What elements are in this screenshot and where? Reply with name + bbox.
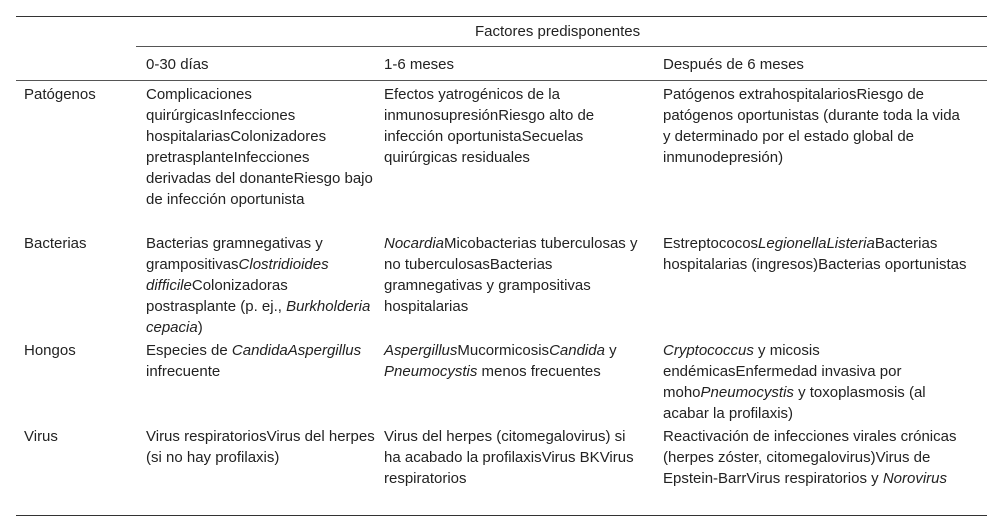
italic-term: Legionella (758, 235, 827, 252)
group-underline (136, 46, 987, 47)
table-cell (663, 84, 971, 168)
italic-term: Nocardia (384, 235, 445, 252)
column-header: 0-30 días (146, 56, 209, 73)
cell-text: Reactivación de infecciones virales crónicas (herpes zóster, citomegalovirus) (663, 428, 957, 466)
cell-text: Virus del herpes (si no hay profilaxis) (146, 428, 375, 466)
cell-text: menos frecuentes (477, 363, 601, 380)
row-label: Bacterias (24, 235, 87, 252)
cell-text: infrecuente (146, 363, 221, 380)
row-label: Hongos (24, 342, 76, 359)
cell-text: Virus BK (541, 449, 600, 466)
cell-text: Virus de Epstein-Barr (663, 449, 931, 487)
cell-text: Bacterias gramnegativas y grampositivas hospitalarias (384, 256, 591, 315)
cell-text: Bacterias oportunistas (818, 256, 967, 273)
cell-text: Colonizadores pretrasplante (146, 128, 327, 166)
table-cell (384, 233, 639, 317)
cell-text: Complicaciones quirúrgicas (146, 86, 252, 124)
cell-text: Efectos yatrogénicos de la inmunosupresión (384, 86, 560, 124)
cell-text: Riesgo de patógenos oportunistas (durante toda la vida y determinado por el estado global de inmunodepresión) (663, 86, 960, 166)
column-header: Después de 6 meses (663, 56, 804, 73)
cell-text: Virus respiratorios (384, 449, 634, 487)
cell-text: y toxoplasmosis (al acabar la profilaxis) (663, 384, 926, 422)
italic-term: Cryptococcus (663, 342, 754, 359)
table-cell (146, 84, 376, 210)
table-cell (384, 426, 639, 489)
cell-text: Secuelas quirúrgicas residuales (384, 128, 584, 166)
italic-term: Pneumocystis (700, 384, 794, 401)
row-label: Virus (24, 428, 58, 445)
cell-text: Bacterias hospitalarias (ingresos) (663, 235, 938, 273)
cell-text: Riesgo bajo de infección oportunista (146, 170, 373, 208)
cell-text: Patógenos extrahospitalarios (663, 86, 857, 103)
italic-term: Pneumocystis (384, 363, 478, 380)
table-cell (663, 340, 971, 424)
italic-term: Norovirus (882, 470, 947, 487)
cell-text: Infecciones hospitalarias (146, 107, 296, 145)
italic-term: Burkholderia cepacia (146, 298, 371, 336)
cell-text: Virus del herpes (citomegalovirus) si ha acabado la profilaxis (384, 428, 626, 466)
bottom-rule (16, 515, 987, 516)
cell-text: Riesgo alto de infección oportunista (384, 107, 595, 145)
cell-text: Mucormicosis (457, 342, 550, 359)
italic-term: Aspergillus (384, 342, 458, 359)
top-rule (16, 16, 987, 17)
italic-term: Candida (549, 342, 605, 359)
cell-text: ) (197, 319, 203, 336)
italic-term: Listeria (826, 235, 875, 252)
table-cell (663, 233, 971, 275)
italic-term: Candida (231, 342, 288, 359)
row-label: Patógenos (24, 86, 96, 103)
table-cell (663, 426, 971, 489)
table-cell (384, 84, 639, 168)
cell-text: Colonizadoras postrasplante (p. ej., (146, 277, 288, 315)
column-header: 1-6 meses (384, 56, 455, 73)
italic-term: Aspergillus (287, 342, 362, 359)
table-cell (146, 340, 376, 382)
table-cell (146, 233, 376, 338)
cell-text: Enfermedad invasiva por moho (663, 363, 902, 401)
cell-text: Virus respiratorios y (746, 470, 883, 487)
cell-text: Virus respiratorios (146, 428, 267, 445)
cell-text: Bacterias gramnegativas y grampositivas (146, 235, 323, 273)
group-header: Factores predisponentes (475, 23, 641, 40)
cell-text: Estreptococos (663, 235, 759, 252)
table-cell (384, 340, 639, 382)
italic-term: Clostridioides difficile (146, 256, 329, 294)
cell-text: Micobacterias tuberculosas y no tuberculosas (384, 235, 638, 273)
cell-text: Infecciones derivadas del donante (146, 149, 310, 187)
cell-text: y (604, 342, 617, 359)
table-cell (146, 426, 376, 468)
cell-text: y micosis endémicas (663, 342, 820, 380)
cell-text: Especies de (146, 342, 232, 359)
header-rule (16, 80, 987, 81)
